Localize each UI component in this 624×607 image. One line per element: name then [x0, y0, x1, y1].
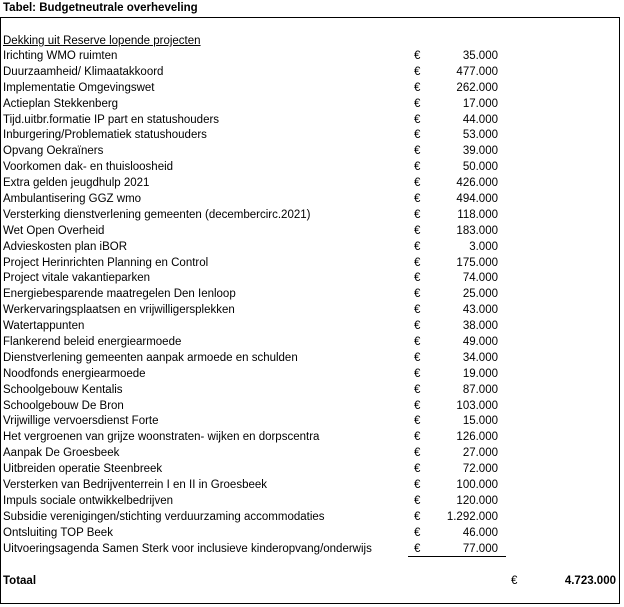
item-amount: 15.000	[462, 415, 498, 428]
table-row	[0, 49, 620, 65]
table-row	[0, 446, 620, 462]
item-currency: €	[414, 383, 421, 396]
item-amount: 183.000	[456, 224, 498, 237]
table-row	[0, 414, 620, 430]
item-currency: €	[414, 367, 421, 380]
table-row	[0, 399, 620, 415]
item-label: Ambulantisering GGZ wmo	[3, 193, 142, 206]
item-label: Inburgering/Problematiek statushouders	[3, 129, 207, 142]
item-label: Flankerend beleid energiearmoede	[3, 336, 182, 349]
item-currency: €	[414, 81, 421, 94]
item-amount: 426.000	[456, 177, 498, 190]
item-amount: 3.000	[469, 240, 498, 253]
item-currency: €	[414, 208, 421, 221]
item-amount: 77.000	[462, 542, 498, 555]
table-row	[0, 256, 620, 272]
table-row	[0, 526, 620, 542]
item-currency: €	[414, 526, 421, 539]
table-row	[0, 97, 620, 113]
item-label: Uitbreiden operatie Steenbreek	[3, 463, 163, 476]
item-currency: €	[414, 447, 421, 460]
section-heading: Dekking uit Reserve lopende projecten	[3, 35, 201, 47]
item-amount: 34.000	[462, 351, 498, 364]
item-label: Vrijwillige vervoersdienst Forte	[3, 415, 159, 428]
table-row	[0, 351, 620, 367]
item-label: Wet Open Overheid	[3, 224, 105, 237]
item-amount: 49.000	[462, 336, 498, 349]
item-currency: €	[414, 431, 421, 444]
item-currency: €	[414, 224, 421, 237]
item-label: Irichting WMO ruimten	[3, 50, 118, 62]
table-row	[0, 462, 620, 478]
table-row	[0, 81, 620, 97]
item-currency: €	[414, 256, 421, 269]
item-amount: 44.000	[462, 113, 498, 126]
item-label: Advieskosten plan iBOR	[3, 240, 128, 253]
item-currency: €	[414, 272, 421, 285]
table-row	[0, 224, 620, 240]
table-row	[0, 335, 620, 351]
table-row	[0, 176, 620, 192]
item-label: Project vitale vakantieparken	[3, 272, 151, 285]
item-amount: 74.000	[462, 272, 498, 285]
item-label: Project Herinrichten Planning en Control	[3, 256, 209, 269]
table-row	[0, 367, 620, 383]
budget-rows	[0, 49, 620, 558]
item-amount: 118.000	[457, 208, 498, 221]
item-currency: €	[414, 288, 421, 301]
table-row	[0, 303, 620, 319]
item-currency: €	[414, 65, 421, 78]
item-label: Het vergroenen van grijze woonstraten- wijken en dorpscentra	[3, 431, 320, 444]
subtotal-rule	[408, 556, 506, 557]
item-currency: €	[414, 479, 421, 492]
item-label: Versterking dienstverlening gemeenten (decembercirc.2021)	[3, 208, 311, 221]
item-amount: 19.000	[462, 367, 498, 380]
item-label: Noodfonds energiearmoede	[3, 367, 146, 380]
table-row	[0, 319, 620, 335]
table-row	[0, 287, 620, 303]
item-label: Duurzaamheid/ Klimaatakkoord	[3, 65, 164, 78]
item-label: Versterken van Bedrijventerrein I en II in Groesbeek	[3, 479, 268, 492]
item-amount: 120.000	[456, 494, 498, 507]
item-amount: 39.000	[462, 145, 498, 158]
item-amount: 175.000	[456, 256, 498, 269]
item-label: Tijd.uitbr.formatie IP part en statushouders	[3, 113, 220, 126]
item-label: Actieplan Stekkenberg	[3, 97, 119, 110]
item-amount: 38.000	[462, 320, 498, 333]
item-amount: 27.000	[462, 447, 498, 460]
item-amount: 262.000	[456, 81, 498, 94]
total-currency: €	[511, 575, 518, 587]
item-currency: €	[414, 494, 421, 507]
item-currency: €	[414, 113, 421, 126]
item-currency: €	[414, 193, 421, 206]
item-amount: 494.000	[456, 193, 498, 206]
table-title: Tabel: Budgetneutrale overheveling	[3, 2, 198, 14]
table-row	[0, 160, 620, 176]
item-currency: €	[414, 336, 421, 349]
item-label: Werkervaringsplaatsen en vrijwilligersplekken	[3, 304, 235, 317]
total-label: Totaal	[3, 575, 37, 587]
item-label: Opvang Oekraïners	[3, 145, 104, 158]
item-currency: €	[414, 145, 421, 158]
table-row	[0, 494, 620, 510]
item-currency: €	[414, 463, 421, 476]
table-row	[0, 144, 620, 160]
item-label: Schoolgebouw De Bron	[3, 399, 124, 412]
item-currency: €	[414, 97, 421, 110]
table-row	[0, 128, 620, 144]
item-amount: 50.000	[462, 161, 498, 174]
item-amount: 53.000	[462, 129, 498, 142]
table-row	[0, 192, 620, 208]
item-amount: 72.000	[462, 463, 498, 476]
item-label: Watertappunten	[3, 320, 85, 333]
table-row	[0, 383, 620, 399]
item-currency: €	[414, 351, 421, 364]
item-label: Extra gelden jeugdhulp 2021	[3, 177, 150, 190]
item-amount: 25.000	[462, 288, 498, 301]
item-amount: 126.000	[456, 431, 498, 444]
table-row	[0, 208, 620, 224]
item-amount: 103.000	[456, 399, 498, 412]
item-amount: 477.000	[456, 65, 498, 78]
table-row	[0, 65, 620, 81]
table-row	[0, 240, 620, 256]
item-label: Uitvoeringsagenda Samen Sterk voor inclusieve kinderopvang/onderwijs	[3, 542, 372, 555]
item-currency: €	[414, 304, 421, 317]
item-label: Voorkomen dak- en thuisloosheid	[3, 161, 174, 174]
item-label: Dienstverlening gemeenten aanpak armoede en schulden	[3, 351, 298, 364]
item-amount: 43.000	[462, 304, 498, 317]
total-amount: 4.723.000	[564, 575, 616, 587]
item-label: Impuls sociale ontwikkelbedrijven	[3, 494, 174, 507]
item-currency: €	[414, 510, 421, 523]
item-amount: 87.000	[462, 383, 498, 396]
item-currency: €	[414, 415, 421, 428]
item-currency: €	[414, 177, 421, 190]
item-amount: 1.292.000	[446, 510, 498, 523]
item-label: Implementatie Omgevingswet	[3, 81, 155, 94]
table-row	[0, 510, 620, 526]
item-label: Aanpak De Groesbeek	[3, 447, 120, 460]
table-row	[0, 271, 620, 287]
item-currency: €	[414, 399, 421, 412]
item-label: Subsidie verenigingen/stichting verduurzaming accommodaties	[3, 510, 325, 523]
item-currency: €	[414, 542, 421, 555]
item-label: Ontsluiting TOP Beek	[3, 526, 113, 539]
item-currency: €	[414, 240, 421, 253]
item-amount: 46.000	[462, 526, 498, 539]
item-amount: 17.000	[462, 97, 498, 110]
table-row	[0, 430, 620, 446]
item-currency: €	[414, 320, 421, 333]
item-label: Schoolgebouw Kentalis	[3, 383, 123, 396]
item-label: Energiebesparende maatregelen Den Ienloop	[3, 288, 236, 301]
item-amount: 100.000	[456, 479, 498, 492]
table-row	[0, 113, 620, 129]
total-row	[0, 573, 620, 589]
table-row	[0, 542, 620, 558]
item-currency: €	[414, 129, 421, 142]
item-currency: €	[414, 50, 421, 62]
item-currency: €	[414, 161, 421, 174]
item-amount: 35.000	[462, 50, 498, 62]
table-row	[0, 478, 620, 494]
